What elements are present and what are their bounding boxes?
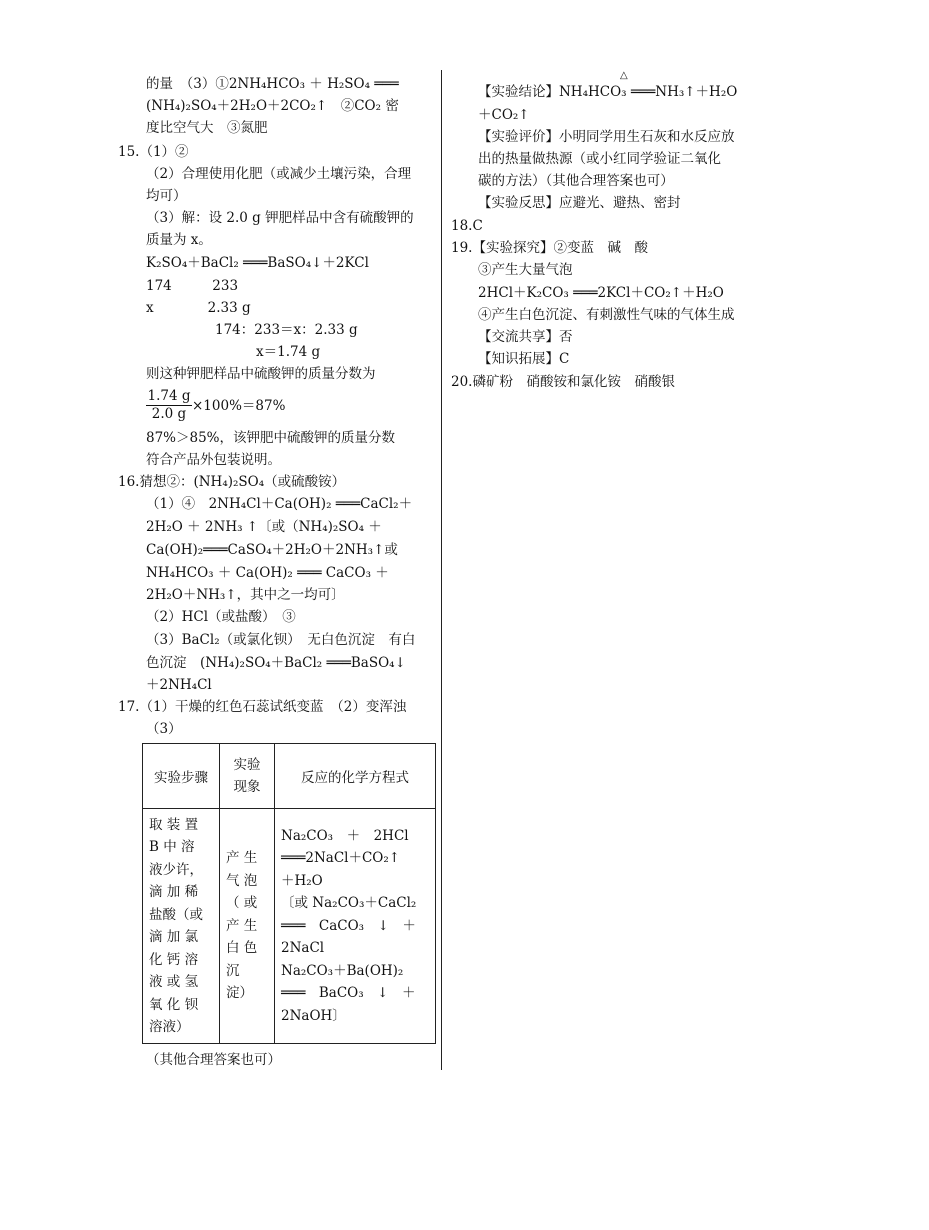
experiment-table [142, 743, 436, 1044]
cell-line: 产 生 [226, 850, 258, 867]
cell-line: 2NaCl [281, 940, 325, 957]
text-line: Ca(OH)₂═══CaSO₄＋2H₂O＋2NH₃↑或 [146, 542, 398, 558]
cell-line: 滴 加 氯 [149, 929, 199, 945]
cell-line: ═══2NaCl＋CO₂↑ [281, 850, 401, 867]
text-line: 174 233 [146, 278, 239, 294]
cell-line: 液少许， [149, 861, 203, 878]
text-line: (NH₄)₂SO₄＋2H₂O＋2CO₂↑ ②CO₂ 密 [146, 98, 399, 114]
table-header-cell: 反应的化学方程式 [275, 744, 436, 809]
text-line: 【实验评价】小明同学用生石灰和水反应放 [478, 129, 735, 145]
text-line: （2）HCl（或盐酸） ③ [146, 609, 296, 625]
text-line: 【实验结论】NH₄HCO₃ ═══NH₃↑＋H₂O [478, 84, 738, 100]
question-20: 20.磷矿粉 硝酸铵和氯化铵 硝酸银 [451, 374, 675, 390]
text-line: （2）合理使用化肥（或减少土壤污染，合理 [146, 166, 412, 182]
equation-cell [275, 809, 436, 1044]
text-line: 符合产品外包装说明。 [146, 452, 281, 468]
text-line: 174：233＝x：2.33 g [215, 322, 358, 338]
column-divider [441, 70, 442, 1070]
cell-line: 白 色 [226, 940, 258, 957]
header-part: 现象 [233, 779, 261, 795]
text-line: 质量为 x。 [146, 232, 212, 248]
text-line: ×100%＝87% [192, 398, 286, 414]
text-line: x 2.33 g [146, 300, 251, 316]
text-line: ④产生白色沉淀、有刺激性气味的气体生成 [478, 307, 735, 323]
denominator: 2.0 g [151, 406, 187, 422]
question-19: 19.【实验探究】②变蓝 碱 酸 [451, 240, 648, 256]
cell-line: ＋H₂O [281, 872, 323, 889]
text-line: x＝1.74 g [256, 344, 321, 360]
text-line: NH₄HCO₃ ＋ Ca(OH)₂ ═══ CaCO₃ ＋ [146, 565, 389, 581]
header-part: 实验 [233, 757, 261, 773]
cell-line: 〔或 Na₂CO₃＋CaCl₂ [281, 895, 417, 912]
cell-line: 化 钙 溶 [149, 951, 199, 968]
cell-line: 液 或 氢 [149, 974, 199, 990]
cell-line: 盐酸（或 [149, 906, 203, 923]
question-15: 15.（1）② [118, 144, 189, 160]
text-line: （1）④ 2NH₄Cl＋Ca(OH)₂ ═══CaCl₂＋ [146, 496, 413, 512]
text-line: （3） [146, 721, 182, 737]
table-header-cell: 实验步骤 [143, 744, 220, 809]
text-line: ③产生大量气泡 [478, 262, 573, 278]
cell-line: 滴 加 稀 [149, 884, 199, 900]
cell-line: ═══ BaCO₃ ↓ ＋ [281, 985, 416, 1002]
cell-line: （ 或 [226, 895, 258, 912]
cell-line: 取 装 置 [149, 816, 199, 833]
text-line: 2H₂O ＋ 2NH₃ ↑〔或（NH₄)₂SO₄ ＋ [146, 519, 382, 535]
question-16: 16.猜想②：(NH₄)₂SO₄（或硫酸铵） [118, 474, 346, 490]
cell-line: 产 生 [226, 917, 258, 934]
text-line: 均可） [146, 188, 187, 204]
heating-mark: △ [620, 70, 628, 81]
table-row [143, 809, 436, 1044]
text-line: 【知识拓展】C [478, 351, 570, 367]
text-line: ＋2NH₄Cl [146, 677, 212, 693]
cell-line: 沉 [226, 962, 240, 979]
text-line: 碳的方法）（其他合理答案也可） [478, 173, 674, 189]
cell-line: 气 泡 [226, 872, 258, 889]
numerator: 1.74 g [147, 388, 191, 404]
cell-line: B 中 溶 [149, 839, 195, 855]
equation: 2HCl＋K₂CO₃ ═══2KCl＋CO₂↑＋H₂O [478, 285, 724, 301]
equation: K₂SO₄＋BaCl₂ ═══BaSO₄↓＋2KCl [146, 255, 369, 271]
question-18: 18.C [451, 218, 483, 234]
cell-line: 氧 化 钡 [149, 996, 199, 1013]
text-line: ＋CO₂↑ [478, 107, 530, 123]
text-line: 出的热量做热源（或小红同学验证二氧化 [478, 151, 721, 167]
phenomenon-cell [220, 809, 275, 1044]
text-line: 2H₂O＋NH₃↑，其中之一均可〕 [146, 587, 345, 603]
text-line: 【实验反思】应避光、避热、密封 [478, 195, 681, 211]
cell-line: 淀） [226, 985, 253, 1002]
text-line: 【交流共享】否 [478, 329, 573, 345]
text-line: 则这种钾肥样品中硫酸钾的质量分数为 [146, 366, 376, 382]
cell-line: Na₂CO₃ ＋ 2HCl [281, 827, 409, 844]
cell-line: 2NaOH〕 [281, 1007, 346, 1024]
text-line: （3）BaCl₂（或氯化钡） 无白色沉淀 有白 [146, 632, 416, 648]
fraction [146, 388, 192, 423]
text-line: （3）解：设 2.0 g 钾肥样品中含有硫酸钾的 [146, 210, 414, 226]
footnote: （其他合理答案也可） [146, 1052, 281, 1068]
text-line: 87%＞85%，该钾肥中硫酸钾的质量分数 [146, 430, 396, 446]
table-header-row [143, 744, 436, 809]
text-line: 的量 （3）①2NH₄HCO₃ ＋ H₂SO₄ ═══ [146, 76, 399, 92]
cell-line: 溶液） [149, 1019, 190, 1035]
cell-line: ═══ CaCO₃ ↓ ＋ [281, 917, 416, 934]
text-line: 度比空气大 ③氮肥 [146, 120, 268, 136]
table-header-cell [220, 744, 275, 809]
text-line: 色沉淀 (NH₄)₂SO₄＋BaCl₂ ═══BaSO₄↓ [146, 655, 406, 671]
cell-line: Na₂CO₃＋Ba(OH)₂ [281, 962, 404, 979]
step-cell [143, 809, 220, 1044]
question-17: 17.（1）干燥的红色石蕊试纸变蓝 （2）变浑浊 [118, 699, 407, 715]
